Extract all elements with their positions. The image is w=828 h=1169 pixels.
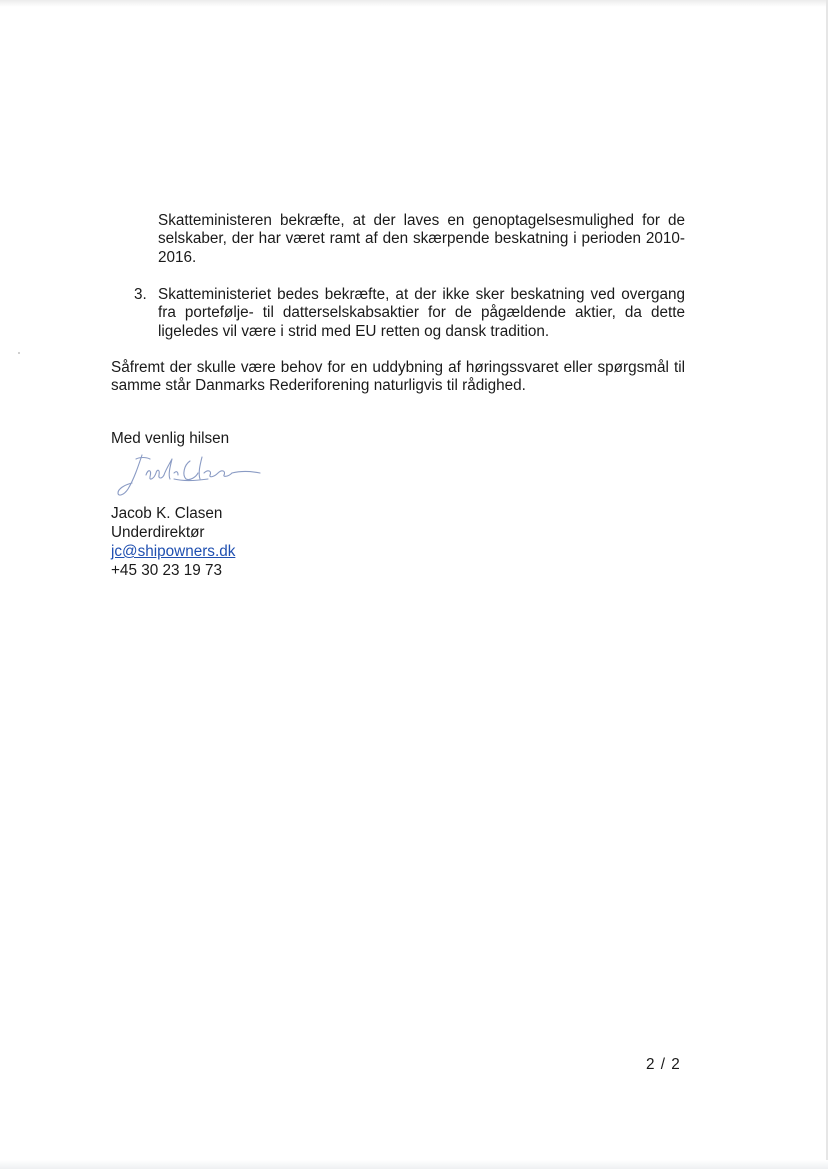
page-number: 2 / 2 [646, 1056, 681, 1073]
scan-top-edge [0, 0, 828, 7]
handwritten-signature [112, 449, 264, 503]
signer-title: Underdirektør [111, 524, 205, 541]
closing-paragraph: Såfremt der skulle være behov for en uddybning af høringssvaret eller spørgsmål til samme står Danmarks Rederiforening naturligvis til rådighed. [111, 359, 685, 395]
scan-bottom-edge [0, 1160, 828, 1169]
list-item-text: Skatteministeriet bedes bekræfte, at der ikke sker beskatning ved overgang fra portefølje- til datterselskabsaktier for de pågældende aktier, da dette ligeledes vil være i strid med EU retten og dansk tradition. [158, 286, 685, 340]
continued-paragraph: Skatteministeren bekræfte, at der laves en genoptagelsesmulighed for de selskaber, der har været ramt af den skærpende beskatning i perioden 2010-2016. [158, 212, 685, 266]
signer-name: Jacob K. Clasen [111, 505, 223, 522]
scan-speck [18, 352, 20, 354]
signer-email-link[interactable]: jc@shipowners.dk [111, 543, 236, 560]
signer-phone: +45 30 23 19 73 [111, 562, 223, 579]
greeting: Med venlig hilsen [111, 430, 230, 447]
list-item-number: 3. [134, 286, 147, 303]
